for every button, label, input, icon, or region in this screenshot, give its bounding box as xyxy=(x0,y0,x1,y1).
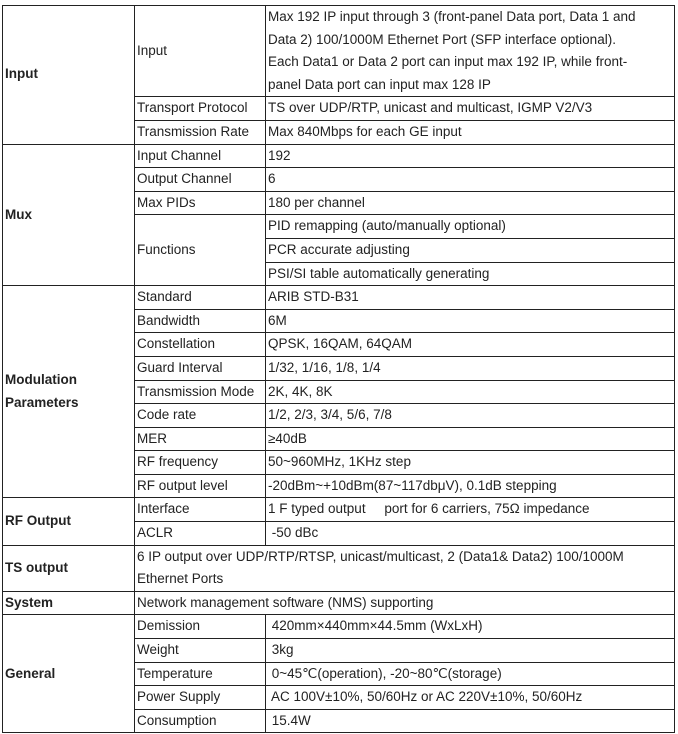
spec-value: TS over UDP/RTP, unicast and multicast, IGMP V2/V3 xyxy=(266,97,675,121)
spec-label: Guard Interval xyxy=(135,356,266,380)
spec-label: Transport Protocol xyxy=(135,97,266,121)
spec-value: -20dBm~+10dBm(87~117dbμV), 0.1dB stepping xyxy=(266,474,675,498)
section-heading-rf-output: RF Output xyxy=(3,498,135,545)
spec-label: Consumption xyxy=(135,709,266,733)
spec-value: ≥40dB xyxy=(266,427,675,451)
table-row xyxy=(3,6,675,97)
table-row xyxy=(3,591,675,615)
spec-label: Input Channel xyxy=(135,144,266,168)
spec-label: Input xyxy=(135,6,266,97)
spec-value: 50~960MHz, 1KHz step xyxy=(266,451,675,475)
section-heading-input: Input xyxy=(3,6,135,145)
spec-label: Standard xyxy=(135,286,266,310)
spec-value: Max 192 IP input through 3 (front-panel Data port, Data 1 and Data 2) 100/1000M Ethernet Port (SFP interface optional). Each Data1 or Data 2 port can input max 192 IP, while front- panel Data port can input max 128 IP xyxy=(266,6,675,97)
spec-value: 3kg xyxy=(266,639,675,663)
spec-label: RF frequency xyxy=(135,451,266,475)
spec-label: Temperature xyxy=(135,662,266,686)
spec-value: Network management software (NMS) supporting xyxy=(135,591,675,615)
table-row xyxy=(3,545,675,591)
spec-value: 6 xyxy=(266,168,675,192)
spec-value: 6M xyxy=(266,309,675,333)
spec-value: 420mm×440mm×44.5mm (WxLxH) xyxy=(266,615,675,639)
spec-value: 180 per channel xyxy=(266,191,675,215)
spec-value: 1/2, 2/3, 3/4, 5/6, 7/8 xyxy=(266,404,675,428)
spec-label: Functions xyxy=(135,215,266,286)
spec-value: 2K, 4K, 8K xyxy=(266,380,675,404)
spec-label: Interface xyxy=(135,498,266,522)
spec-label: Output Channel xyxy=(135,168,266,192)
spec-label: Demission xyxy=(135,615,266,639)
spec-value: 6 IP output over UDP/RTP/RTSP, unicast/multicast, 2 (Data1& Data2) 100/1000M Ethernet Ports xyxy=(135,545,675,591)
spec-label: RF output level xyxy=(135,474,266,498)
spec-value: 1/32, 1/16, 1/8, 1/4 xyxy=(266,356,675,380)
spec-label: Weight xyxy=(135,639,266,663)
spec-value: PID remapping (auto/manually optional) xyxy=(266,215,675,239)
section-heading-modulation-parameters: Modulation Parameters xyxy=(3,286,135,498)
table-row xyxy=(3,144,675,168)
spec-label: ACLR xyxy=(135,522,266,546)
section-heading-system: System xyxy=(3,591,135,615)
spec-value: PSI/SI table automatically generating xyxy=(266,262,675,286)
table-row xyxy=(3,498,675,522)
spec-label: Max PIDs xyxy=(135,191,266,215)
spec-label: Code rate xyxy=(135,404,266,428)
section-heading-mux: Mux xyxy=(3,144,135,286)
spec-label: Bandwidth xyxy=(135,309,266,333)
spec-value: 15.4W xyxy=(266,709,675,733)
spec-value: QPSK, 16QAM, 64QAM xyxy=(266,333,675,357)
spec-label: Transmission Rate xyxy=(135,120,266,144)
spec-value: ARIB STD-B31 xyxy=(266,286,675,310)
spec-value: -50 dBc xyxy=(266,522,675,546)
spec-label: Constellation xyxy=(135,333,266,357)
spec-value: 0~45℃(operation), -20~80℃(storage) xyxy=(266,662,675,686)
spec-label: MER xyxy=(135,427,266,451)
spec-table xyxy=(2,5,675,733)
table-row xyxy=(3,286,675,310)
spec-value: Max 840Mbps for each GE input xyxy=(266,120,675,144)
spec-value: 1 F typed output port for 6 carriers, 75Ω impedance xyxy=(266,498,675,522)
section-heading-ts-output: TS output xyxy=(3,545,135,591)
spec-label: Power Supply xyxy=(135,686,266,710)
spec-label: Transmission Mode xyxy=(135,380,266,404)
section-heading-general: General xyxy=(3,615,135,733)
spec-value: AC 100V±10%, 50/60Hz or AC 220V±10%, 50/60Hz xyxy=(266,686,675,710)
spec-value: PCR accurate adjusting xyxy=(266,238,675,262)
spec-value: 192 xyxy=(266,144,675,168)
table-row xyxy=(3,615,675,639)
